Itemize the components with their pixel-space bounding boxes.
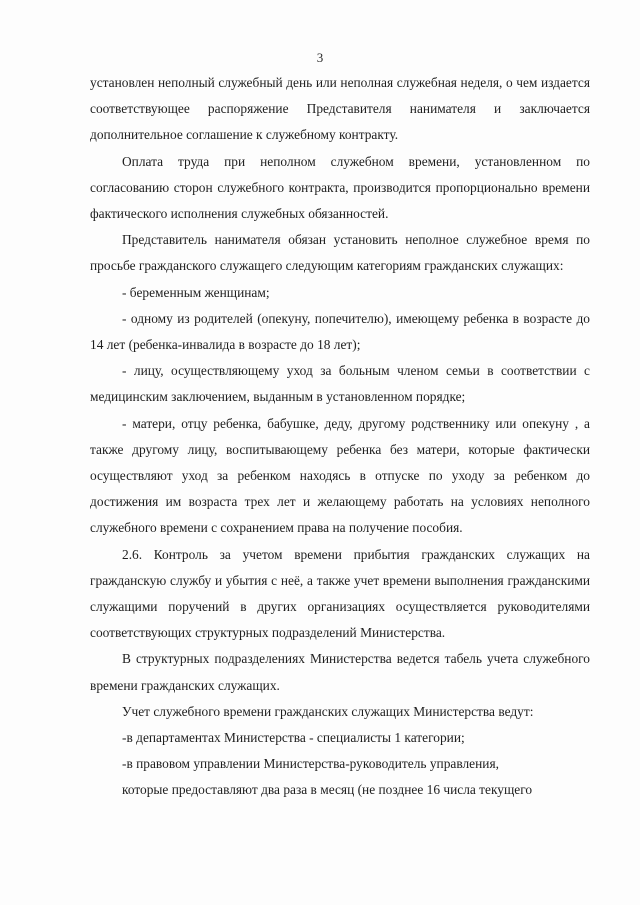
list-item-caregiver: - лицу, осуществляющему уход за больным членом семьи в соответствии с медицинским заключением, выданным в установленном порядке;: [90, 363, 590, 405]
paragraph-accounting: Учет служебного времени гражданских служащих Министерства ведут:: [122, 703, 534, 719]
paragraph-payment: Оплата труда при неполном служебном времени, установленном по согласованию сторон служебного контракта, производится пропорционально времени фактического исполнения служебных обязанностей.: [90, 153, 590, 222]
document-body: [90, 70, 590, 804]
paragraph-continuation: установлен неполный служебный день или неполная служебная неделя, о чем издается соответствующее распоряжение Представителя нанимателя и заключается дополнительное соглашение к служебному контракту.: [90, 75, 590, 143]
page-number: 3: [316, 50, 324, 65]
list-item-pregnant: - беременным женщинам;: [122, 284, 270, 300]
list-item-parent: - одному из родителей (опекуну, попечителю), имеющему ребенка в возрасте до 14 лет (ребенка-инвалида в возрасте до 18 лет);: [90, 310, 590, 353]
section-2-6: 2.6. Контроль за учетом времени прибытия гражданских служащих на гражданскую службу и убытия с неё, а также учет времени выполнения гражданскими служащими поручений в других организациях осуществляется руководителями соответствующих структурных подразделений Министерства.: [90, 546, 590, 641]
paragraph-timesheet: В структурных подразделениях Министерства ведется табель учета служебного времени гражданских служащих.: [90, 651, 590, 693]
paragraph-employer-duty: Представитель нанимателя обязан установить неполное служебное время по просьбе гражданского служащего следующим категориям гражданских служащих:: [90, 232, 590, 274]
list-item-departments: -в департаментах Министерства - специалисты 1 категории;: [122, 730, 465, 746]
list-item-relatives: - матери, отцу ребенка, бабушке, деду, другому родственнику или опекуну , а также другому лицу, воспитывающему ребенка без матери, которые фактически осуществляют уход за ребенком находясь в отпуске по уходу за ребенком до достижения им возраста трех лет и желающему работать на условиях неполного служебного времени с сохранением права на получение пособия.: [90, 415, 590, 536]
paragraph-submission: которые предоставляют два раза в месяц (не позднее 16 числа текущего: [122, 782, 533, 798]
list-item-legal: -в правовом управлении Министерства-руководитель управления,: [122, 756, 499, 772]
